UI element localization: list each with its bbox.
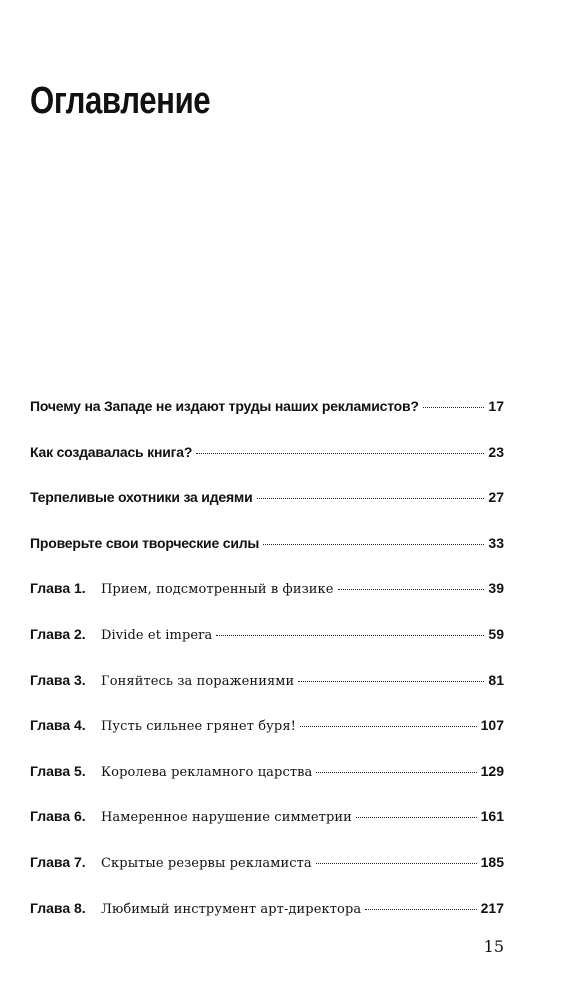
- chapter-title: Скрытые резервы рекламиста: [101, 855, 312, 871]
- chapter-title: Намеренное нарушение симметрии: [101, 810, 352, 826]
- toc-entry-page: 33: [488, 534, 504, 551]
- toc-entry-section[interactable]: [30, 395, 504, 417]
- chapter-page: 185: [480, 853, 504, 870]
- chapter-title: Любимый инструмент арт-директора: [101, 901, 362, 917]
- page-number: 15: [483, 937, 504, 956]
- toc-entry-title: Терпеливые охотники за идеями: [30, 489, 253, 506]
- toc-entry-page: 27: [488, 489, 504, 506]
- dot-leader: [316, 771, 476, 773]
- toc-entry-chapter[interactable]: [30, 577, 504, 599]
- chapter-page: 217: [480, 899, 504, 916]
- chapter-page: 129: [480, 762, 504, 779]
- dot-leader: [300, 725, 477, 727]
- toc-entry-title: Как создавалась книга?: [30, 443, 193, 460]
- dot-leader: [423, 406, 485, 408]
- chapter-title: Divide et impera: [101, 627, 213, 643]
- chapter-number: Глава 7.: [30, 853, 86, 870]
- chapter-number: Глава 2.: [30, 625, 86, 642]
- toc-entry-title: Проверьте свои творческие силы: [30, 534, 260, 551]
- chapter-number: Глава 1.: [30, 580, 86, 597]
- chapter-title: Королева рекламного царства: [101, 764, 313, 780]
- table-of-contents: [30, 395, 504, 942]
- toc-entry-chapter[interactable]: [30, 669, 504, 691]
- chapter-number: Глава 6.: [30, 808, 86, 825]
- dot-leader: [216, 634, 484, 636]
- chapter-page: 107: [480, 717, 504, 734]
- toc-entry-chapter[interactable]: [30, 760, 504, 782]
- dot-leader: [196, 452, 484, 454]
- toc-entry-chapter[interactable]: [30, 805, 504, 827]
- chapter-page: 59: [488, 625, 504, 642]
- toc-entry-chapter[interactable]: [30, 623, 504, 645]
- toc-entry-title: Почему на Западе не издают труды наших рекламистов?: [30, 398, 419, 414]
- chapter-number: Глава 4.: [30, 717, 86, 734]
- dot-leader: [263, 543, 484, 545]
- chapter-page: 161: [480, 808, 504, 825]
- chapter-title: Гоняйтесь за поражениями: [101, 673, 295, 689]
- dot-leader: [316, 862, 477, 864]
- toc-entry-chapter[interactable]: [30, 714, 504, 736]
- toc-entry-section[interactable]: [30, 486, 504, 508]
- toc-entry-section[interactable]: [30, 441, 504, 463]
- dot-leader: [356, 816, 477, 818]
- chapter-page: 39: [488, 580, 504, 597]
- toc-entry-page: 17: [488, 398, 504, 414]
- chapter-number: Глава 3.: [30, 671, 86, 688]
- dot-leader: [298, 680, 484, 682]
- page-title: Оглавление: [30, 80, 211, 122]
- dot-leader: [365, 908, 476, 910]
- chapter-title: Пусть сильнее грянет буря!: [101, 719, 296, 735]
- chapter-number: Глава 5.: [30, 762, 86, 779]
- toc-entry-chapter[interactable]: [30, 897, 504, 919]
- toc-entry-section[interactable]: [30, 532, 504, 554]
- toc-entry-chapter[interactable]: [30, 851, 504, 873]
- dot-leader: [257, 497, 485, 499]
- chapter-number: Глава 8.: [30, 899, 86, 916]
- toc-entry-page: 23: [488, 443, 504, 460]
- chapter-page: 81: [488, 671, 504, 688]
- chapter-title: Прием, подсмотренный в физике: [101, 582, 334, 598]
- dot-leader: [338, 588, 485, 590]
